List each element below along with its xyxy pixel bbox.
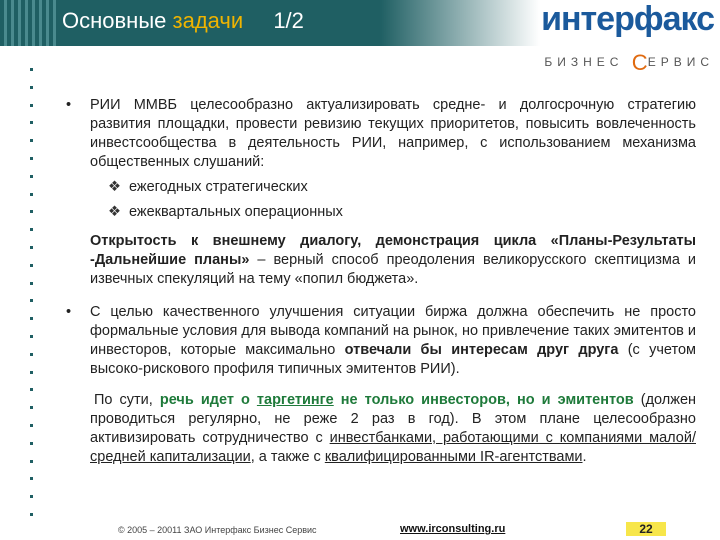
title-main: Основные [62,8,167,33]
sub-item-1 [60,178,696,197]
diamond-bullet-icon: ❖ [108,204,121,220]
paragraph-3-bold: отвечали бы интересам друг друга [344,342,619,358]
paragraph-4-green: речь идет о [159,392,250,408]
title-accent: задачи [172,8,244,33]
footer-copyright: © 2005 – 20011 ЗАО Интерфакс Бизнес Сервис [118,525,317,535]
paragraph-2 [60,232,696,289]
sub-item-2 [60,203,696,222]
paragraph-4-text-c: , а также с [250,449,325,465]
sub-item-1-text: ежегодных стратегических [129,179,308,195]
diamond-bullet-icon: ❖ [108,179,121,195]
page-number: 22 [626,522,666,536]
footer-url[interactable]: www.irconsulting.ru [400,523,506,535]
logo-sub-left: БИЗНЕС [544,55,624,69]
logo-subtitle [544,46,714,75]
page-indicator: 1/2 [273,8,304,33]
paragraph-4-green-2: не только инвесторов, но и эмитентов [340,392,634,408]
logo-name: интерфакс [541,0,714,38]
slide-content [60,96,696,467]
paragraph-3-text-a: С целью качественного улучшения ситуации биржа должна обеспечить не просто формальные условия для вывода компаний на рынок, но привлечение таких эмитентов и инвесторов, которые максимально [90,304,696,358]
paragraph-4-text-b: (должен проводиться регулярно, не реже 2 раз в год). В этом плане целесообразно активизировать сотрудничество с [90,392,697,446]
paragraph-1-text: РИИ ММВБ целесообразно актуализировать средне- и долгосрочную стратегию развития площадки, провести ревизию текущих приоритетов, повысить вовлеченность инвестсообщества в деятельность РИИ, например, с использованием механизма общественных слушаний: [90,97,696,170]
paragraph-4-text-d: . [582,449,587,465]
paragraph-4-link-2: квалифицированными IR-агентствами [324,449,583,465]
paragraph-2-bold: Открытость к внешнему диалогу, демонстрация цикла «Планы-Результаты -Дальнейшие планы» [90,233,696,268]
paragraph-3 [60,303,696,379]
header-fade [380,0,540,46]
decorative-dots [30,68,36,518]
paragraph-4-link-1: инвестбанками, работающими с компаниями малой/средней капитализации [90,430,696,465]
footer [0,518,720,540]
bullet-icon: • [66,304,72,320]
page-title [62,8,304,34]
header-stripes [0,0,58,46]
logo-sub-right: ЕРВИС [647,55,714,69]
paragraph-1 [60,96,696,172]
paragraph-4-text-a: По сути, [94,392,160,408]
paragraph-4-target: таргетинге [256,392,334,408]
paragraph-2-text: – верный способ преодоления великорусского скептицизма и извечных спекуляций на тему «попил бюджета». [90,252,696,287]
company-logo [541,0,720,75]
sub-item-2-text: ежеквартальных операционных [129,204,343,220]
logo-sub-c: С [631,50,648,75]
bullet-icon: • [66,97,72,113]
paragraph-3-text-b: (с учетом высоко-рискового профиля типичных эмитентов РИИ). [90,342,696,377]
paragraph-4 [60,391,696,467]
